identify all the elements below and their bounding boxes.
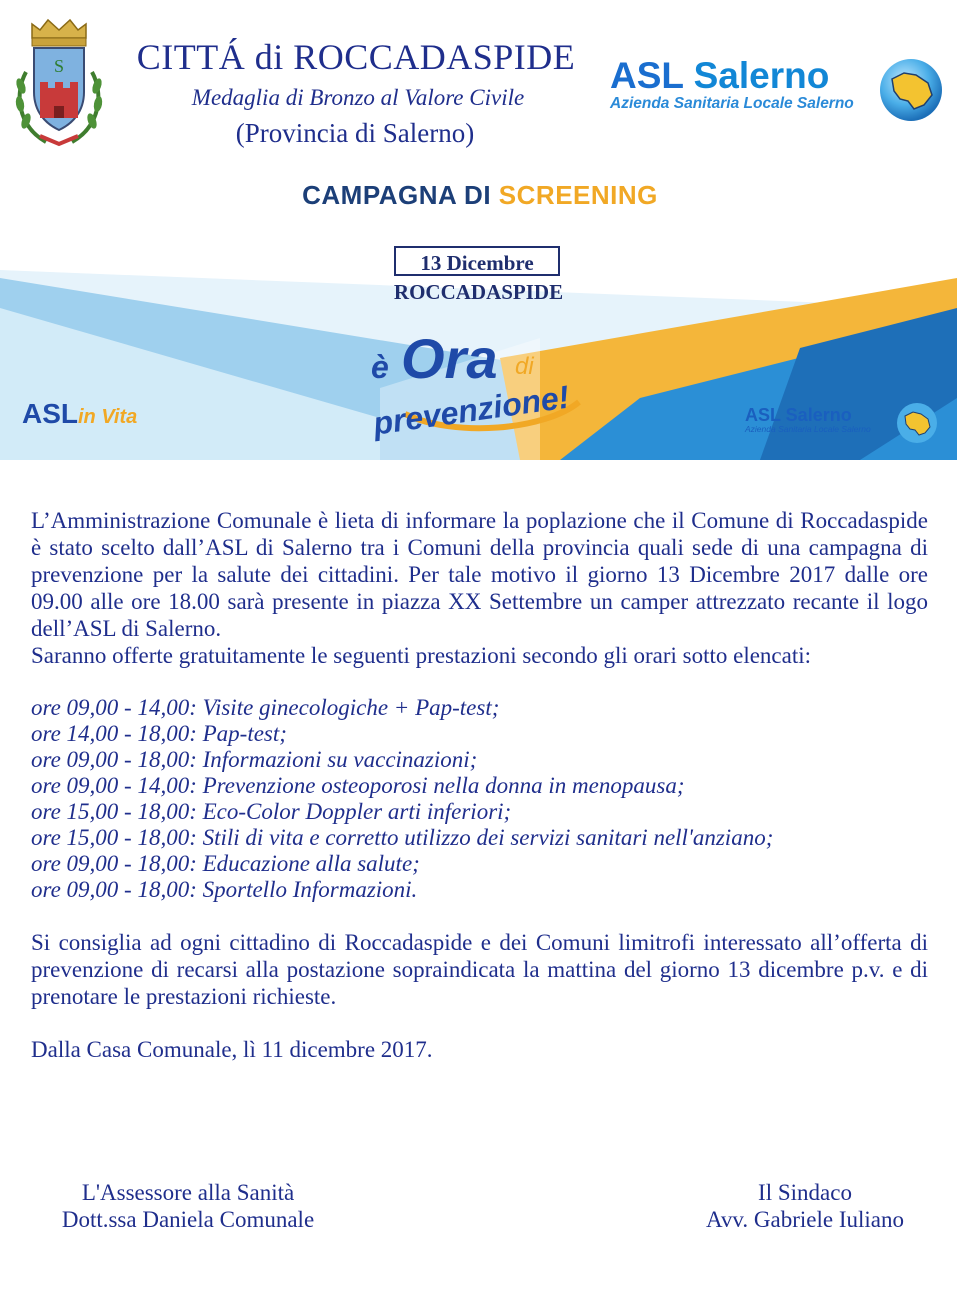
asl-in-vita-logo — [22, 398, 137, 430]
signature-assessor — [28, 1179, 348, 1233]
campaign-title-part1: CAMPAGNA DI — [302, 180, 492, 210]
signature-assessor-name: Dott.ssa Daniela Comunale — [61, 1207, 315, 1232]
schedule-item: ore 15,00 - 18,00: Stili di vita e corretto utilizzo dei servizi sanitari nell'anziano; — [31, 825, 774, 850]
asl-logo-subtitle: Azienda Sanitaria Locale Salerno — [610, 95, 854, 112]
slogan-logo — [365, 306, 595, 446]
services-schedule — [31, 695, 928, 903]
slogan-ora: Ora — [401, 327, 498, 390]
asl-map-icon — [878, 57, 944, 123]
signature-mayor — [680, 1179, 930, 1233]
notice-body — [31, 507, 928, 1063]
asl-banner-subtitle: Azienda Sanitaria Locale Salerno — [745, 424, 871, 434]
schedule-item: ore 09,00 - 18,00: Educazione alla salute; — [31, 851, 420, 876]
asl-banner-logo — [745, 406, 871, 434]
campaign-title-part2: SCREENING — [498, 180, 658, 210]
signature-assessor-role: L'Assessore alla Sanità — [81, 1180, 295, 1205]
schedule-item: ore 09,00 - 18,00: Informazioni su vaccinazioni; — [31, 747, 478, 772]
slogan-prevenzione: prevenzione! — [370, 378, 572, 442]
schedule-item: ore 09,00 - 14,00: Prevenzione osteoporosi nella donna in menopausa; — [31, 773, 685, 798]
schedule-item: ore 15,00 - 18,00: Eco-Color Doppler arti inferiori; — [31, 799, 512, 824]
asl-banner-name: ASL Salerno — [745, 405, 852, 425]
screening-banner — [0, 158, 957, 460]
intro-paragraph: L’Amministrazione Comunale è lieta di informare la poplazione che il Comune di Roccadaspide è stato scelto dall’ASL di Salerno tra i Comuni della provincia quali sede di una campagna di prevenzione per la salute dei cittadini. Per tale motivo il giorno 13 Dicembre 2017 dalle ore 09.00 alle ore 18.00 sarà presente in piazza XX Settembre un camper attrezzato recante il logo dell’ASL di Salerno. — [31, 508, 928, 641]
town-title: CITTÁ di ROCCADASPIDE — [136, 37, 576, 77]
signature-mayor-name: Avv. Gabriele Iuliano — [706, 1207, 904, 1232]
campaign-title — [270, 180, 690, 211]
town-crest-icon — [12, 14, 106, 149]
offer-paragraph: Saranno offerte gratuitamente le seguenti prestazioni secondo gli orari sotto elencati: — [31, 643, 812, 668]
schedule-item: ore 14,00 - 18,00: Pap-test; — [31, 721, 287, 746]
signature-mayor-role: Il Sindaco — [758, 1180, 852, 1205]
asl-logo-name-part1: ASL — [610, 55, 684, 96]
svg-text:S: S — [53, 56, 65, 76]
slogan-e: è — [371, 349, 389, 385]
event-place: ROCCADASPIDE — [393, 280, 564, 304]
asl-banner-map-icon — [896, 402, 938, 444]
slogan-di: di — [515, 353, 534, 380]
schedule-item: ore 09,00 - 14,00: Visite ginecologiche + Pap-test; — [31, 695, 500, 720]
asl-logo — [610, 57, 880, 113]
asl-in-vita-part2: in Vita — [78, 406, 138, 428]
asl-logo-name — [610, 57, 880, 95]
schedule-item: ore 09,00 - 18,00: Sportello Informazioni. — [31, 877, 418, 902]
closing-line: Dalla Casa Comunale, lì 11 dicembre 2017. — [31, 1037, 433, 1062]
asl-logo-name-part2: Salerno — [693, 55, 830, 96]
town-medal-subtitle: Medaglia di Bronzo al Valore Civile — [191, 85, 525, 110]
event-date: 13 Dicembre — [394, 246, 560, 276]
asl-in-vita-part1: ASL — [22, 398, 78, 429]
advice-paragraph: Si consiglia ad ogni cittadino di Roccadaspide e dei Comuni limitrofi interessato all’offerta di prevenzione di recarsi alla postazione sopraindicata la mattina del giorno 13 dicembre p.v. e di prenotare le prestazioni richieste. — [31, 930, 928, 1009]
town-province: (Provincia di Salerno) — [235, 118, 475, 148]
